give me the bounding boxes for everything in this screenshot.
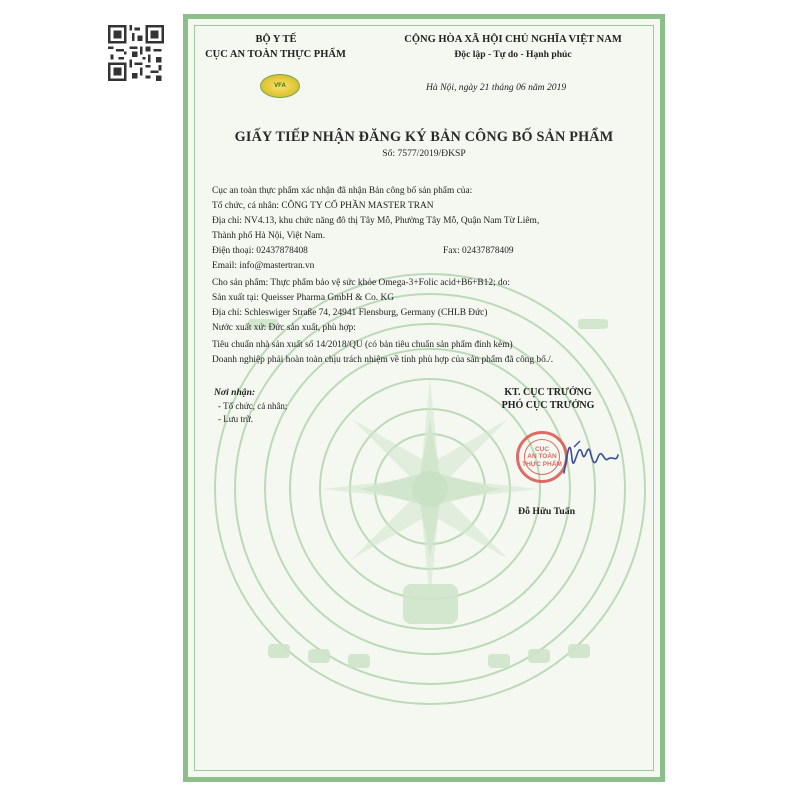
fax-line: Fax: 02437878409: [443, 246, 514, 256]
document-title: GIẤY TIẾP NHẬN ĐĂNG KÝ BẢN CÔNG BỐ SẢN PHẨM: [234, 129, 614, 145]
stamp-line-2: AN TOÀN: [527, 453, 557, 461]
signature-title-1: KT. CỤC TRƯỞNG: [504, 387, 592, 398]
country-name: CỘNG HÒA XÃ HỘI CHỦ NGHĨA VIỆT NAM: [404, 34, 622, 45]
handwritten-signature: [560, 429, 622, 481]
ministry-name: BỘ Y TẾ: [255, 34, 297, 45]
intro-line: Cục an toàn thực phẩm xác nhận đã nhận Bản công bố sản phẩm của:: [212, 186, 473, 196]
producer-address-line: Địa chỉ: Schleswiger Straße 74, 24941 Flensburg, Germany (CHLB Đức): [212, 308, 488, 318]
address-line-2: Thành phố Hà Nội, Việt Nam.: [212, 231, 326, 241]
phone-line: Điện thoại: 02437878408: [212, 246, 308, 256]
vfa-logo: [260, 74, 300, 98]
responsibility-line: Doanh nghiệp phải hoàn toàn chịu trách nhiệm về tính phù hợp của sản phẩm đã công bố./.: [212, 355, 554, 365]
document-number: Số: 7577/2019/ĐKSP: [382, 148, 466, 159]
email-line: Email: info@mastertran.vn: [212, 261, 315, 271]
stamp-line-1: CỤC: [534, 445, 550, 453]
qr-code: [108, 25, 164, 81]
signer-name: Đỗ Hữu Tuấn: [518, 506, 576, 517]
recipient-item-1: - Tổ chức, cá nhân;: [218, 401, 288, 411]
organization-line: Tổ chức, cá nhân: CÔNG TY CỔ PHẦN MASTER TRAN: [212, 201, 434, 211]
certificate-document: [183, 14, 665, 782]
producer-line: Sản xuất tại: Queisser Pharma GmbH & Co. KG: [212, 293, 395, 303]
origin-line: Nước xuất xứ: Đức sản xuất, phù hợp:: [212, 323, 356, 333]
product-line: Cho sản phẩm: Thực phẩm bảo vệ sức khỏe Omega-3+Folic acid+B6+B12; do:: [212, 278, 510, 288]
motto: Độc lập - Tự do - Hạnh phúc: [454, 49, 572, 60]
stamp-line-3: THỰC PHẨM: [522, 460, 562, 468]
recipients-heading: Nơi nhận:: [214, 387, 256, 398]
recipient-item-2: - Lưu trữ.: [218, 414, 253, 424]
address-line-1: Địa chỉ: NV4.13, khu chức năng đô thị Tây Mỗ, Phường Tây Mỗ, Quận Nam Từ Liêm,: [212, 216, 540, 226]
logo-text: VFA: [274, 83, 286, 89]
agency-name: CỤC AN TOÀN THỰC PHẨM: [205, 49, 346, 60]
date-line: Hà Nội, ngày 21 tháng 06 năm 2019: [426, 82, 567, 93]
signature-title-2: PHÓ CỤC TRƯỞNG: [501, 400, 595, 411]
standard-line: Tiêu chuẩn nhà sản xuất số 14/2018/QU (có bản tiêu chuẩn sản phẩm đính kèm): [212, 340, 513, 350]
